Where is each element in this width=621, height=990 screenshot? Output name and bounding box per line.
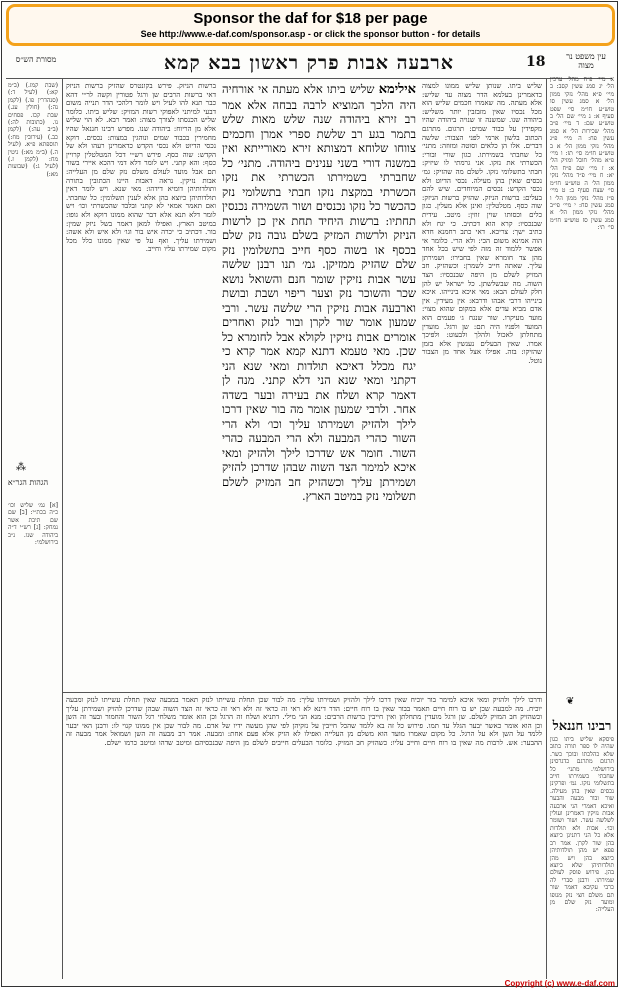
rabbenu-chananel-title: רבינו חננאל [552,719,612,734]
sponsor-banner[interactable] [6,4,615,46]
hagahot-text: [א] גמ׳ שליש וכו׳ כ״ה בכת״י: [ב] שם שם תיבת אשר נמחק: [ג] רש״י ד״ה ביהודה שנו. נ״ב בירושלמי: [8,502,58,547]
gemara-column [222,82,416,688]
masoret-hashas [8,82,58,472]
masoret-text: (שבת קמז.) (ב״מ קא:) (לעיל ד:) (סנהדרין פו.) (לקמן נה:) (חולין עג.) שבת קכז. פסחים נו. (כתובות לה:) (ב״ב עה:) (לקמן כב.) (עירובין מח:) תוספתא פ״א. (לעיל ה.) (ב״מ מא:) גיטין מח: (לקמן ז.) (לעיל ג:) (שבועות מא:) [8,82,58,178]
left-margin-rule [62,79,63,979]
hagahot-title: הגהות הגר״א [7,478,49,487]
gemara-opening-word: אילימא [378,82,416,97]
sponsor-title[interactable]: Sponsor the daf for $18 per page [193,10,428,27]
rabbenu-chananel-text: פיסקא שליש ביתו כגון שהיה לו ספר תורה כתוב שלא כהלכתו ובוכך כשר. תרגום מתרגם כדגרסינן בירושלמי. מתני׳ כל שחבתי בשמירתו חייב בתשלומי נזקו. גמ׳ ופרקינן נכסים שאין בהן מעילה. שור ובור מבעה והבער ואיכא דאמרי הני ארבעה אבות נזיקין דאמרינן ועולין לשלשה עשר. ושור ושומר וכו׳. אבות ולא תולדות אלא כל הני דתנינן כיוצא בהן שור לקרן. אמר רב פפא יש מהן תולדותיהן כיוצא בהן ויש מהן תולדותיהן שלא כיוצא בהן. פירוש פוסק לעולם שמירתו. ורבנן סברי לה כרבי עקיבא דאמר שור תם משלם חצי נזק מגופו ומועד נזק שלם מן העלייה: [550,736,614,914]
folio-number: 18 [526,54,546,70]
header-rule [6,78,612,79]
rabbenu-chananel-column [550,736,614,976]
running-head: ארבעה אבות פרק ראשון בבא קמא [164,52,454,74]
sponsor-subtitle[interactable]: See http://www.e-daf.com/sponsor.asp - or click the sponsor button - for details [140,29,481,39]
rashi-text: שליש ביתו. שנותן שליש ממונו למצוה כדאמרינן בעלמא הדר מצוה עד שליש: אלא מעתה. מה שאמרו חכמים שליש הוא מכל נכסיו שאין מזבזבין יותר משליש: ביהודה שנו. שמשנה זו שנויה ביהודה שהיו מקפידין על כבוד שמים: תרגום. מתרגם הכתוב בלשון ארמי לפני הצבור: שלשה דברים. אלו הן כלאים וסוטה ומזוזה: מתני׳ כל שחבתי בשמירתו. כגון שורי ובורי: הכשרתי את נזקו. אני גרמתי לו שיזיק: חבתי בתשלומי נזקו. לשלם מה שהזיק: גמ׳ נכסים שאין בהן מעילה. נכסי הדיוט ולא נכסי הקדש: נכסים המיוחדים. שיש להם בעלים: ברשות הניזק. שהזיק ברשות הניזק: שוה כסף. מטלטלין: ואינן אלא מעלין. כגון כלים וכסותו שוין זוזין: מיטב. עידית שבנכסיו: קרא הוא דכתיב. כי יגח ולא כתיב ישך: צריכא. דאי כתב רחמנא חדא הוה אמינא משום הכי: ולא הרי. כלומר אי אפשר ללמוד זה מזה לפי שיש בכל אחד מהן צד חומרא שאין בחבירו: ושמירתן עליך. שאתה חייב לשמרן: וכשהזיק. חב המזיק לשלם מן היפה שבנכסיו: הצד השוה. מה שבשלשתן. כל ישראל יש להן חלק לעולם הבא: מאי איכא בינייהו. איכא בינייהו דרבי אבהו ודרבא: אין מעידין. אין אדם מביא עדים אלא במקום שהוא מצוי: מועד מעיקרו. שור שנגח ג׳ פעמים הוא המועד ולפניו היה תם: שן ורגל. מועדין מתחלתן לאכול ולהלך ולבעוט: ולפיכך אמרו. שאין הבעלים נענשין אלא בזמן שהזיקו: בזה. אפילו אצל אחד מן הצבור נוטל. [422,82,542,365]
bottom-commentary-text: ודרכו לילך ולהזיק ומאי איכא למימר בור יוכיח שאין דרכו לילך ולהזיק ושמירתו עליך: מה לבור שכן תחלת עשייתו לנזק תאמר במבעה שאין תחלת עשייתו לנזק ומבעה יוכיח. מה למבעה שכן יש בו רוח חיים תאמר בבור שאין בו רוח חיים: הדר דינא לא ראי זה כראי זה ולא ראי זה כראי זה הצד השוה שבהן שדרכן להזיק ושמירתן עליך וכשהזיק חב המזיק לשלם. שן ורגל מועדין מתחלתן ואין חייבין ברשות הרבים: מנא הני מילי. דתניא ושלח זה הרגל וכן הוא אומר משלחי רגל השור והחמור ובער זה השן וכן הוא אומר כאשר יבער הגלל עד תמו. פירוש כל זה בא ללמד שהכל חייבין על נזקיהן לפי שהן מעשה ידיו של אדם. מה לבור שכן אין ממונו קנוי לו: ורבנן האי יבער ללמד על השן ולא על הרגל. כל מקום שאמרו מועד הוא משלם מן העלייה ואפילו לא הזיק אלא פעם אחת: ומבעה. אמר רב מבעה זה השן ושמואל אמר מבעה זה ההבער: אש. לרבות מה שאין בו רוח חיים וחייב עליו: כשהזיק חב המזיק. כלומר הבעלים חייבים לשלם מן היפה שבנכסיהם ומיטב שדהו ומיטב כרמו ישלם. [66,696,542,747]
bottom-commentary [66,696,542,978]
ein-mishpat-text: א מיי׳ פ״ח מהל׳ ערכין הל׳ יג סמג עשין קסב: ב מיי׳ פ״א מהל׳ נזקי ממון הל׳ א סמג עשין סו טוש״ע חו״מ סי׳ שפט סעיף א: ג מיי׳ שם הל׳ ב טוש״ע שם: ד מיי׳ פ״ב מהל׳ שכירות הל׳ א סמג עשין פח: ה מיי׳ פ״ג מהל׳ נזקי ממון הל׳ א ב טוש״ע חו״מ סי׳ תז: ו מיי׳ פ״א מהל׳ חובל ומזיק הל׳ א: ז מיי׳ שם פ״ח הל׳ יא: ח מיי׳ פ״ד מהל׳ נזקי ממון הל׳ ה טוש״ע חו״מ סי׳ שצח סעיף ב: ט מיי׳ פ״ז מהל׳ נזקי ממון הל׳ ו סמג עשין סח: י מיי׳ פי״ב מהל׳ נזקי ממון הל׳ א סמג עשין סז טוש״ע חו״מ סי׳ תי: [550,76,614,232]
ein-mishpat-title: עין משפט נר מצוה [566,52,606,70]
tosafot-text: ברשות הניזק. פירש בקונטרס שהזיק ברשות הניזק דאי ברשות הרבים שן ורגל פטורין וקשה לר״י דהא כבר תנא להו לעיל ויש לומר דלהכי הדר תנייה משום דבעי למיתני לאפוקי רשות המזיק: שליש ביתו. כלומר שליש הכנסתו לצורך מצוה: ואמר רבא. לא הוי שליש אלא מן הריוח: ביהודה שנו. מפרש רבינו חננאל שהיו מחמירין בכבוד שמים ונוהגין במצות: נכסים. דוקא נכסי הדיוט ולא נכסי הקדש כדאמרינן רעהו ולא של הקדש: שוה כסף. פירש רש״י דכל המטלטלין קרויין כסף: והא קתני. ויש לומר דלא דמי דהכא איירי בשור תם אבל מועד לעולם משלם נזק שלם מן העלייה: אבות נזיקין. נראה דאבות היינו הכתובין בתורה ותולדותיהן דומיא דידהו: מאי שנא. ויש לומר דאין תולדותיהן כיוצא בהן אלא לענין תשלומין: כל שחבתי. ואם תאמר אמאי לא קתני ובלבד שהכשרתי וכו׳ ויש לומר דלא תנא אלא דבר שהוא ממונו דוקא ולא גופו: במיטב הארץ. ואפילו למאן דאמר בשל ניזק שמין: בור. דכתיב כי יכרה איש בור וגו׳ ולא איש ולא אשה: ושמירתו עליך. ואף על פי שאין ממונו כלל מכל מקום שמירתו עליו וחייב. [66,82,216,254]
copyright-notice: Copyright (c) www.e-daf.com [504,979,615,988]
tosafot-column [66,82,216,688]
hagahot-column [8,502,58,632]
gemara-text: שליש ביתו אלא מעתה אי אורחיה היה הלכך המוציא לרבה בבחה אלא אמר רב זירא ביהודה שנה שלש מאות שלש בתמר בגע רב שלשת ספרי אמרן וחכמים צווחו שלוחא דמצותא זירא מאורייתא ואין במשנה דורי בשני ענינים ביהודה. מתני׳ כל שחברתי בשמירתו הכשרתי את נזקו הכשרתי במקצת נזקו חבתי בתשלומי נזק כהכשר כל נזקו נכנסים ושור השמירה נכנסין תחתיו: ברשות היחיד תחת אין כן לרשות הניזק ולרשות המזיק בשלם גובה נזק שלם בכסף או בשוה כסף חייב בתשלומין נזק שלם שהזיק ממזיקן. גמ׳ תנו רבנן שלשה עשר אבות נזיקין שומר חנם והשואל נושא שכר והשוכר נזק וצער ריפוי ושבת ובושת וארבעה אבות נזיקין הרי שלשה עשר. ורבי שמעון אומר שור לקרן ובור לנזק ואחרים אומרים אבות נזיקין לקולא אבל לחומרא כל שכן. מאי טעמא דתנא קמא אמר קרא כי יגח מכלל דאיכא תולדות ומאי שנא הני דקתני ומאי שנא הני דלא קתני. מנה לן דאמר קרא ושלח את בעירה ובער בשדה אחר. ולרבי שמעון אומר מה בור שאין דרכו לילך ולהזיק ושמירתו עליך וכו׳ ולא הרי השור כהרי המבעה ולא הרי המבעה כהרי השור. חומר אש שדרכו לילך ולהזיק ומאי איכא למימר הצד השוה שבהן שדרכן להזיק ושמירתן עליך וכשהזיק חב המזיק לשלם תשלומי נזק במיטב הארץ. [222,82,416,503]
ornament-icon: ⁂ [16,462,26,473]
ornament-divider-icon: ❦ [566,696,575,707]
ein-mishpat-column [550,76,614,636]
rashi-column [422,82,542,688]
masoret-title: מסורת הש״ס [15,55,57,64]
bottom-section-rule [62,692,546,693]
right-margin-rule [546,79,547,979]
